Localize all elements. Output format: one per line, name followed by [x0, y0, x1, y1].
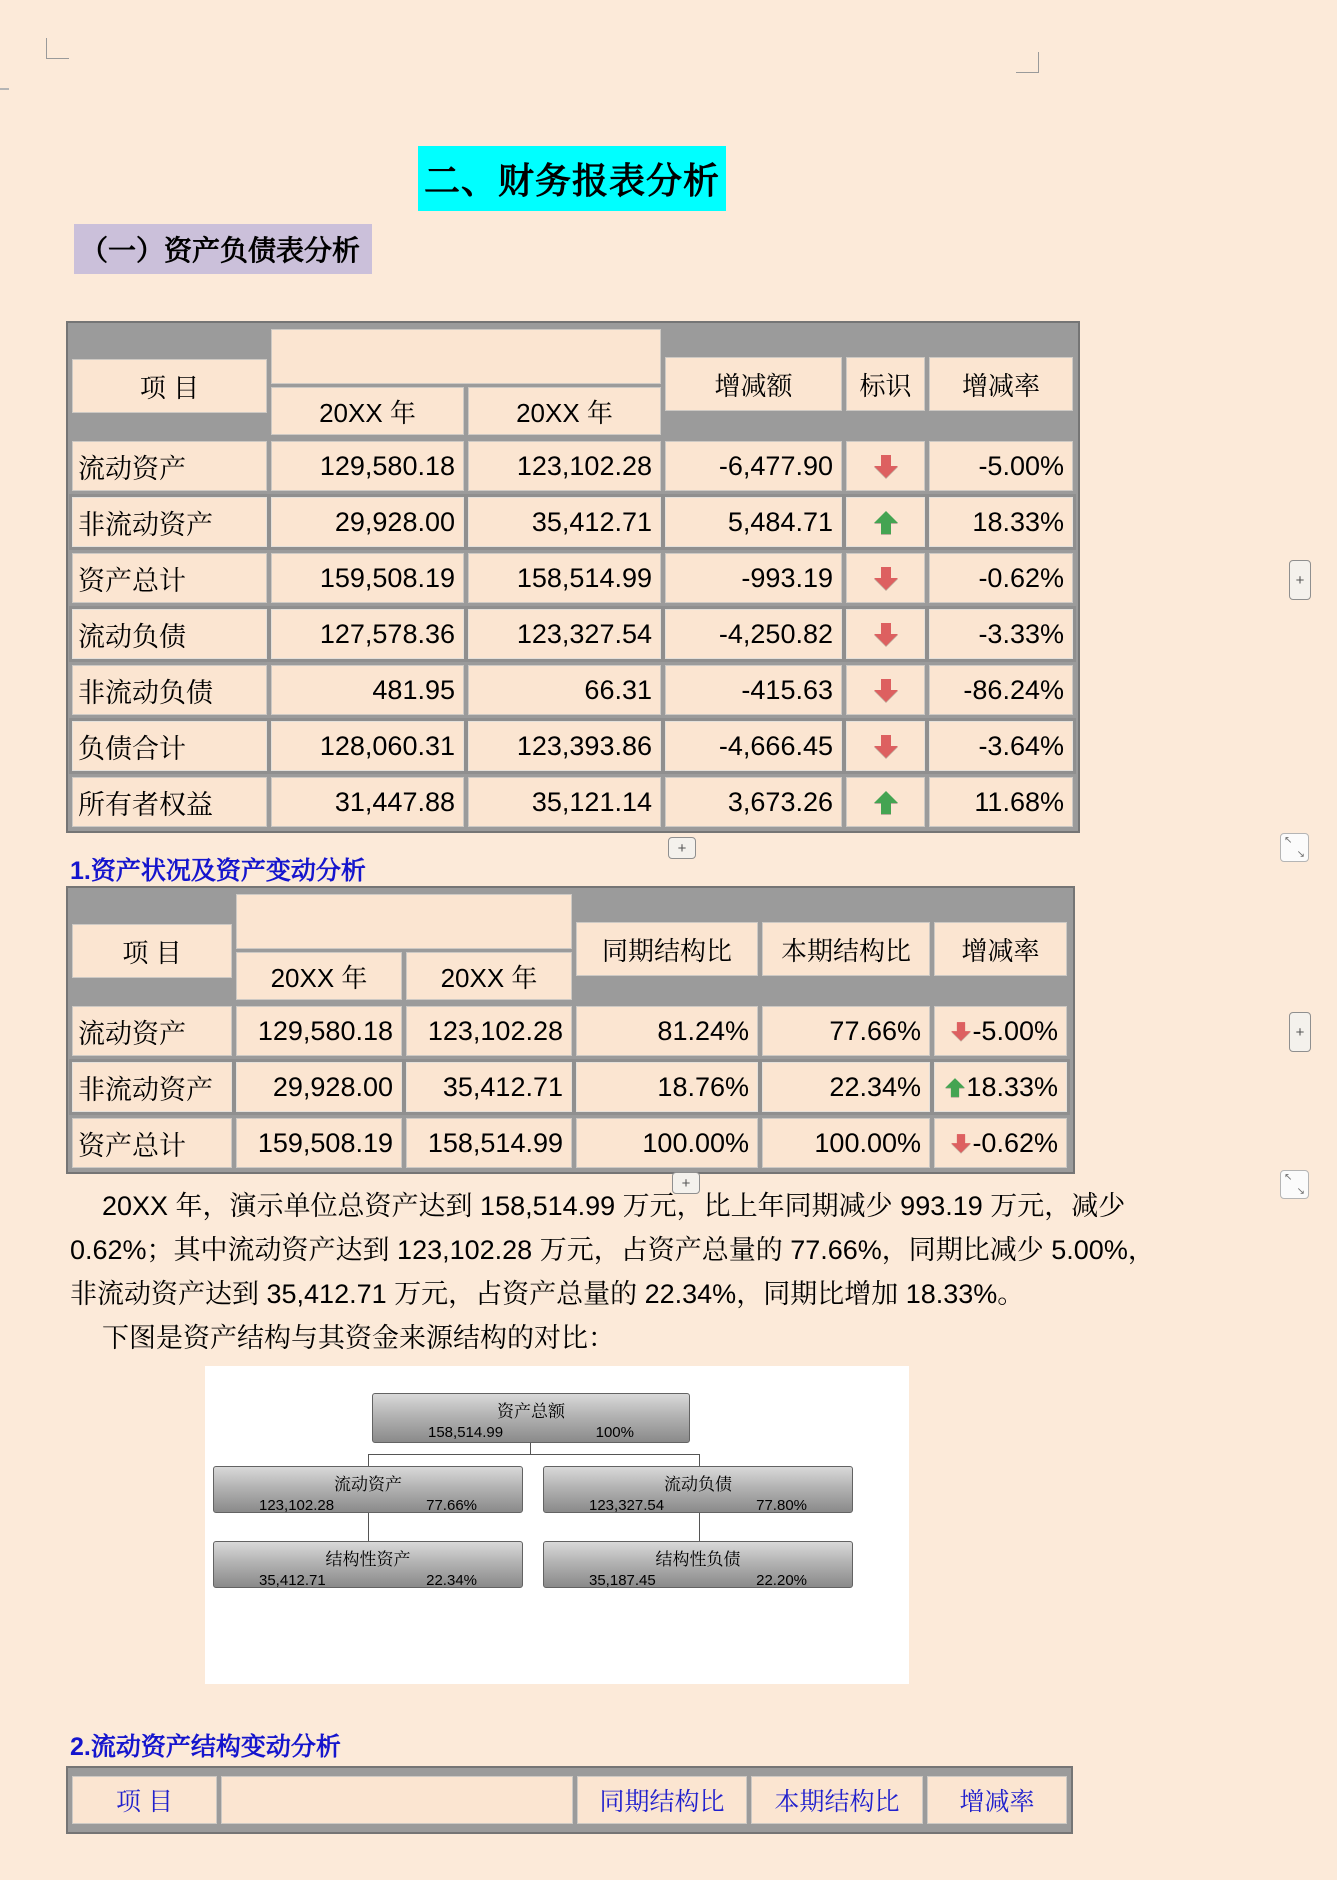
node-label: 流动资产	[334, 1475, 402, 1494]
table-cell-item: 流动资产	[72, 1006, 232, 1056]
column-header-year1: 20XX 年	[271, 387, 464, 435]
column-header-blank	[221, 1776, 573, 1824]
table-cell-flag	[846, 609, 925, 659]
table-cell-year2: 66.31	[468, 665, 661, 715]
connector-line	[368, 1513, 369, 1541]
trend-arrow-icon	[874, 789, 898, 816]
column-header-cur-ratio: 本期结构比	[762, 922, 930, 976]
section-heading: （一）资产负债表分析	[74, 224, 372, 274]
table-cell-flag	[846, 553, 925, 603]
table-cell-year1: 159,508.19	[271, 553, 464, 603]
table-cell-year2: 123,327.54	[468, 609, 661, 659]
table-cell-rate: 11.68%	[929, 777, 1073, 827]
diagram-node-total-assets	[372, 1393, 690, 1443]
analysis-paragraph	[70, 1184, 1320, 1360]
trend-arrow-icon	[952, 1132, 972, 1154]
node-value: 35,187.45	[589, 1572, 656, 1589]
node-label: 资产总额	[497, 1402, 565, 1421]
asset-structure-diagram	[205, 1366, 909, 1684]
node-value: 123,327.54	[589, 1497, 665, 1514]
column-header-years-blank	[236, 894, 572, 949]
table-cell-item: 流动资产	[72, 441, 267, 491]
table-cell-year1: 129,580.18	[236, 1006, 402, 1056]
connector-line	[699, 1513, 700, 1541]
table-cell-year2: 123,102.28	[406, 1006, 572, 1056]
table-cell-rate: 18.33%	[929, 497, 1073, 547]
subsection1-heading: 1.资产状况及资产变动分析	[70, 857, 366, 885]
balance-sheet-table-body	[72, 441, 1074, 827]
table-cell-rate	[934, 1118, 1067, 1168]
table-cell-year2: 123,393.86	[468, 721, 661, 771]
node-value: 158,514.99	[428, 1424, 504, 1441]
table-cell-year2: 35,412.71	[406, 1062, 572, 1112]
table-cell-year1: 31,447.88	[271, 777, 464, 827]
column-header-rate: 增减率	[934, 922, 1067, 976]
table-cell-rate: -3.64%	[929, 721, 1073, 771]
table-cell-year1: 127,578.36	[271, 609, 464, 659]
node-label: 结构性负债	[655, 1550, 741, 1569]
table-cell-rate	[934, 1062, 1067, 1112]
expand-row-button[interactable]: +	[668, 837, 696, 859]
resize-handle[interactable]	[1280, 833, 1309, 862]
table-cell-year2: 35,412.71	[468, 497, 661, 547]
column-header-item: 项 目	[72, 924, 232, 978]
column-header-item: 项 目	[72, 359, 267, 413]
rate-value: -5.00%	[972, 1015, 1058, 1046]
trend-arrow-icon	[874, 565, 898, 592]
column-header-rate: 增减率	[927, 1776, 1067, 1824]
table-cell-year1: 29,928.00	[271, 497, 464, 547]
node-percent: 77.66%	[426, 1497, 477, 1514]
table-cell-flag	[846, 777, 925, 827]
table-cell-cur-ratio: 77.66%	[762, 1006, 930, 1056]
balance-sheet-table-header	[72, 327, 1074, 435]
node-label: 流动负债	[664, 1475, 732, 1494]
trend-arrow-icon	[874, 621, 898, 648]
table-cell-item: 所有者权益	[72, 777, 267, 827]
paragraph-line: 20XX 年，演示单位总资产达到 158,514.99 万元，比上年同期减少 993.19 万元，减少	[102, 1191, 1126, 1221]
table-cell-item: 非流动负债	[72, 665, 267, 715]
subsection2-heading: 2.流动资产结构变动分析	[70, 1733, 341, 1761]
node-percent: 22.34%	[426, 1572, 477, 1589]
diagram-node-current-assets	[213, 1466, 523, 1513]
expand-row-button[interactable]: +	[672, 1172, 700, 1194]
asset-structure-table-body	[72, 1006, 1069, 1168]
table-cell-item: 负债合计	[72, 721, 267, 771]
rate-value: -0.62%	[972, 1127, 1058, 1158]
column-header-rate: 增减率	[929, 357, 1073, 411]
table-cell-flag	[846, 721, 925, 771]
table-cell-year2: 35,121.14	[468, 777, 661, 827]
table-cell-item: 非流动资产	[72, 497, 267, 547]
table-cell-year1: 159,508.19	[236, 1118, 402, 1168]
table-cell-rate: -86.24%	[929, 665, 1073, 715]
table-cell-change: 5,484.71	[665, 497, 842, 547]
current-asset-table-header	[72, 1772, 1067, 1828]
expand-column-button[interactable]: +	[1289, 1012, 1311, 1052]
column-header-prev-ratio: 同期结构比	[577, 1776, 747, 1824]
table-cell-rate: -3.33%	[929, 609, 1073, 659]
trend-arrow-icon	[946, 1076, 966, 1098]
rate-value: 18.33%	[966, 1071, 1058, 1102]
paragraph-line: 0.62%；其中流动资产达到 123,102.28 万元，占资产总量的 77.66%，同期比减少 5.00%，	[70, 1235, 1155, 1265]
table-cell-year1: 29,928.00	[236, 1062, 402, 1112]
connector-line	[368, 1454, 369, 1466]
diagram-node-current-liabilities	[543, 1466, 853, 1513]
trend-arrow-icon	[874, 733, 898, 760]
table-cell-prev-ratio: 18.76%	[576, 1062, 758, 1112]
diagram-node-structural-liabilities	[543, 1541, 853, 1588]
table-cell-year1: 129,580.18	[271, 441, 464, 491]
table-cell-change: -6,477.90	[665, 441, 842, 491]
table-cell-year2: 158,514.99	[468, 553, 661, 603]
expand-column-button[interactable]: +	[1289, 560, 1311, 600]
trend-arrow-icon	[952, 1020, 972, 1042]
table-cell-flag	[846, 665, 925, 715]
table-cell-flag	[846, 441, 925, 491]
table-cell-change: -4,250.82	[665, 609, 842, 659]
column-header-item: 项 目	[72, 1776, 217, 1824]
resize-nw-arrow-icon: ↖	[1284, 1172, 1293, 1183]
column-header-cur-ratio: 本期结构比	[751, 1776, 923, 1824]
trend-arrow-icon	[874, 453, 898, 480]
trend-arrow-icon	[874, 677, 898, 704]
current-asset-structure-table	[66, 1766, 1073, 1834]
page-corner-mark-top-left	[46, 38, 69, 59]
column-header-years-blank	[271, 329, 661, 384]
column-header-flag: 标识	[846, 357, 925, 411]
column-header-prev-ratio: 同期结构比	[576, 922, 758, 976]
node-value: 123,102.28	[259, 1497, 335, 1514]
table-cell-rate	[934, 1006, 1067, 1056]
node-percent: 77.80%	[756, 1497, 807, 1514]
table-cell-flag	[846, 497, 925, 547]
table-cell-change: -993.19	[665, 553, 842, 603]
node-label: 结构性资产	[325, 1550, 411, 1569]
page-corner-mark-top-right	[1016, 52, 1039, 73]
resize-nw-arrow-icon: ↖	[1284, 835, 1293, 846]
document-title: 二、财务报表分析	[418, 146, 726, 211]
table-cell-year1: 481.95	[271, 665, 464, 715]
column-header-year1: 20XX 年	[236, 952, 402, 1000]
page-margin-tick	[0, 88, 9, 90]
diagram-node-structural-assets	[213, 1541, 523, 1588]
column-header-change: 增减额	[665, 357, 842, 411]
table-cell-year1: 128,060.31	[271, 721, 464, 771]
table-cell-change: -4,666.45	[665, 721, 842, 771]
column-header-year2: 20XX 年	[406, 952, 572, 1000]
balance-sheet-table	[66, 321, 1080, 833]
node-value: 35,412.71	[259, 1572, 326, 1589]
asset-structure-table	[66, 886, 1075, 1174]
node-percent: 22.20%	[756, 1572, 807, 1589]
resize-se-arrow-icon: ↘	[1296, 1186, 1305, 1197]
table-cell-year2: 123,102.28	[468, 441, 661, 491]
node-percent: 100%	[595, 1424, 634, 1441]
resize-se-arrow-icon: ↘	[1296, 849, 1305, 860]
table-cell-item: 资产总计	[72, 553, 267, 603]
paragraph-line: 非流动资产达到 35,412.71 万元，占资产总量的 22.34%，同期比增加 18.33%。	[70, 1279, 1025, 1309]
table-cell-year2: 158,514.99	[406, 1118, 572, 1168]
table-cell-cur-ratio: 22.34%	[762, 1062, 930, 1112]
table-cell-change: -415.63	[665, 665, 842, 715]
table-cell-item: 流动负债	[72, 609, 267, 659]
table-cell-item: 资产总计	[72, 1118, 232, 1168]
table-cell-rate: -0.62%	[929, 553, 1073, 603]
table-cell-rate: -5.00%	[929, 441, 1073, 491]
column-header-year2: 20XX 年	[468, 387, 661, 435]
table-cell-cur-ratio: 100.00%	[762, 1118, 930, 1168]
connector-line	[699, 1454, 700, 1466]
table-cell-prev-ratio: 100.00%	[576, 1118, 758, 1168]
trend-arrow-icon	[874, 509, 898, 536]
table-cell-prev-ratio: 81.24%	[576, 1006, 758, 1056]
table-cell-item: 非流动资产	[72, 1062, 232, 1112]
diagram-caption: 下图是资产结构与其资金来源结构的对比：	[102, 1323, 615, 1353]
table-cell-change: 3,673.26	[665, 777, 842, 827]
connector-line	[368, 1454, 700, 1455]
asset-structure-table-header	[72, 892, 1069, 1000]
